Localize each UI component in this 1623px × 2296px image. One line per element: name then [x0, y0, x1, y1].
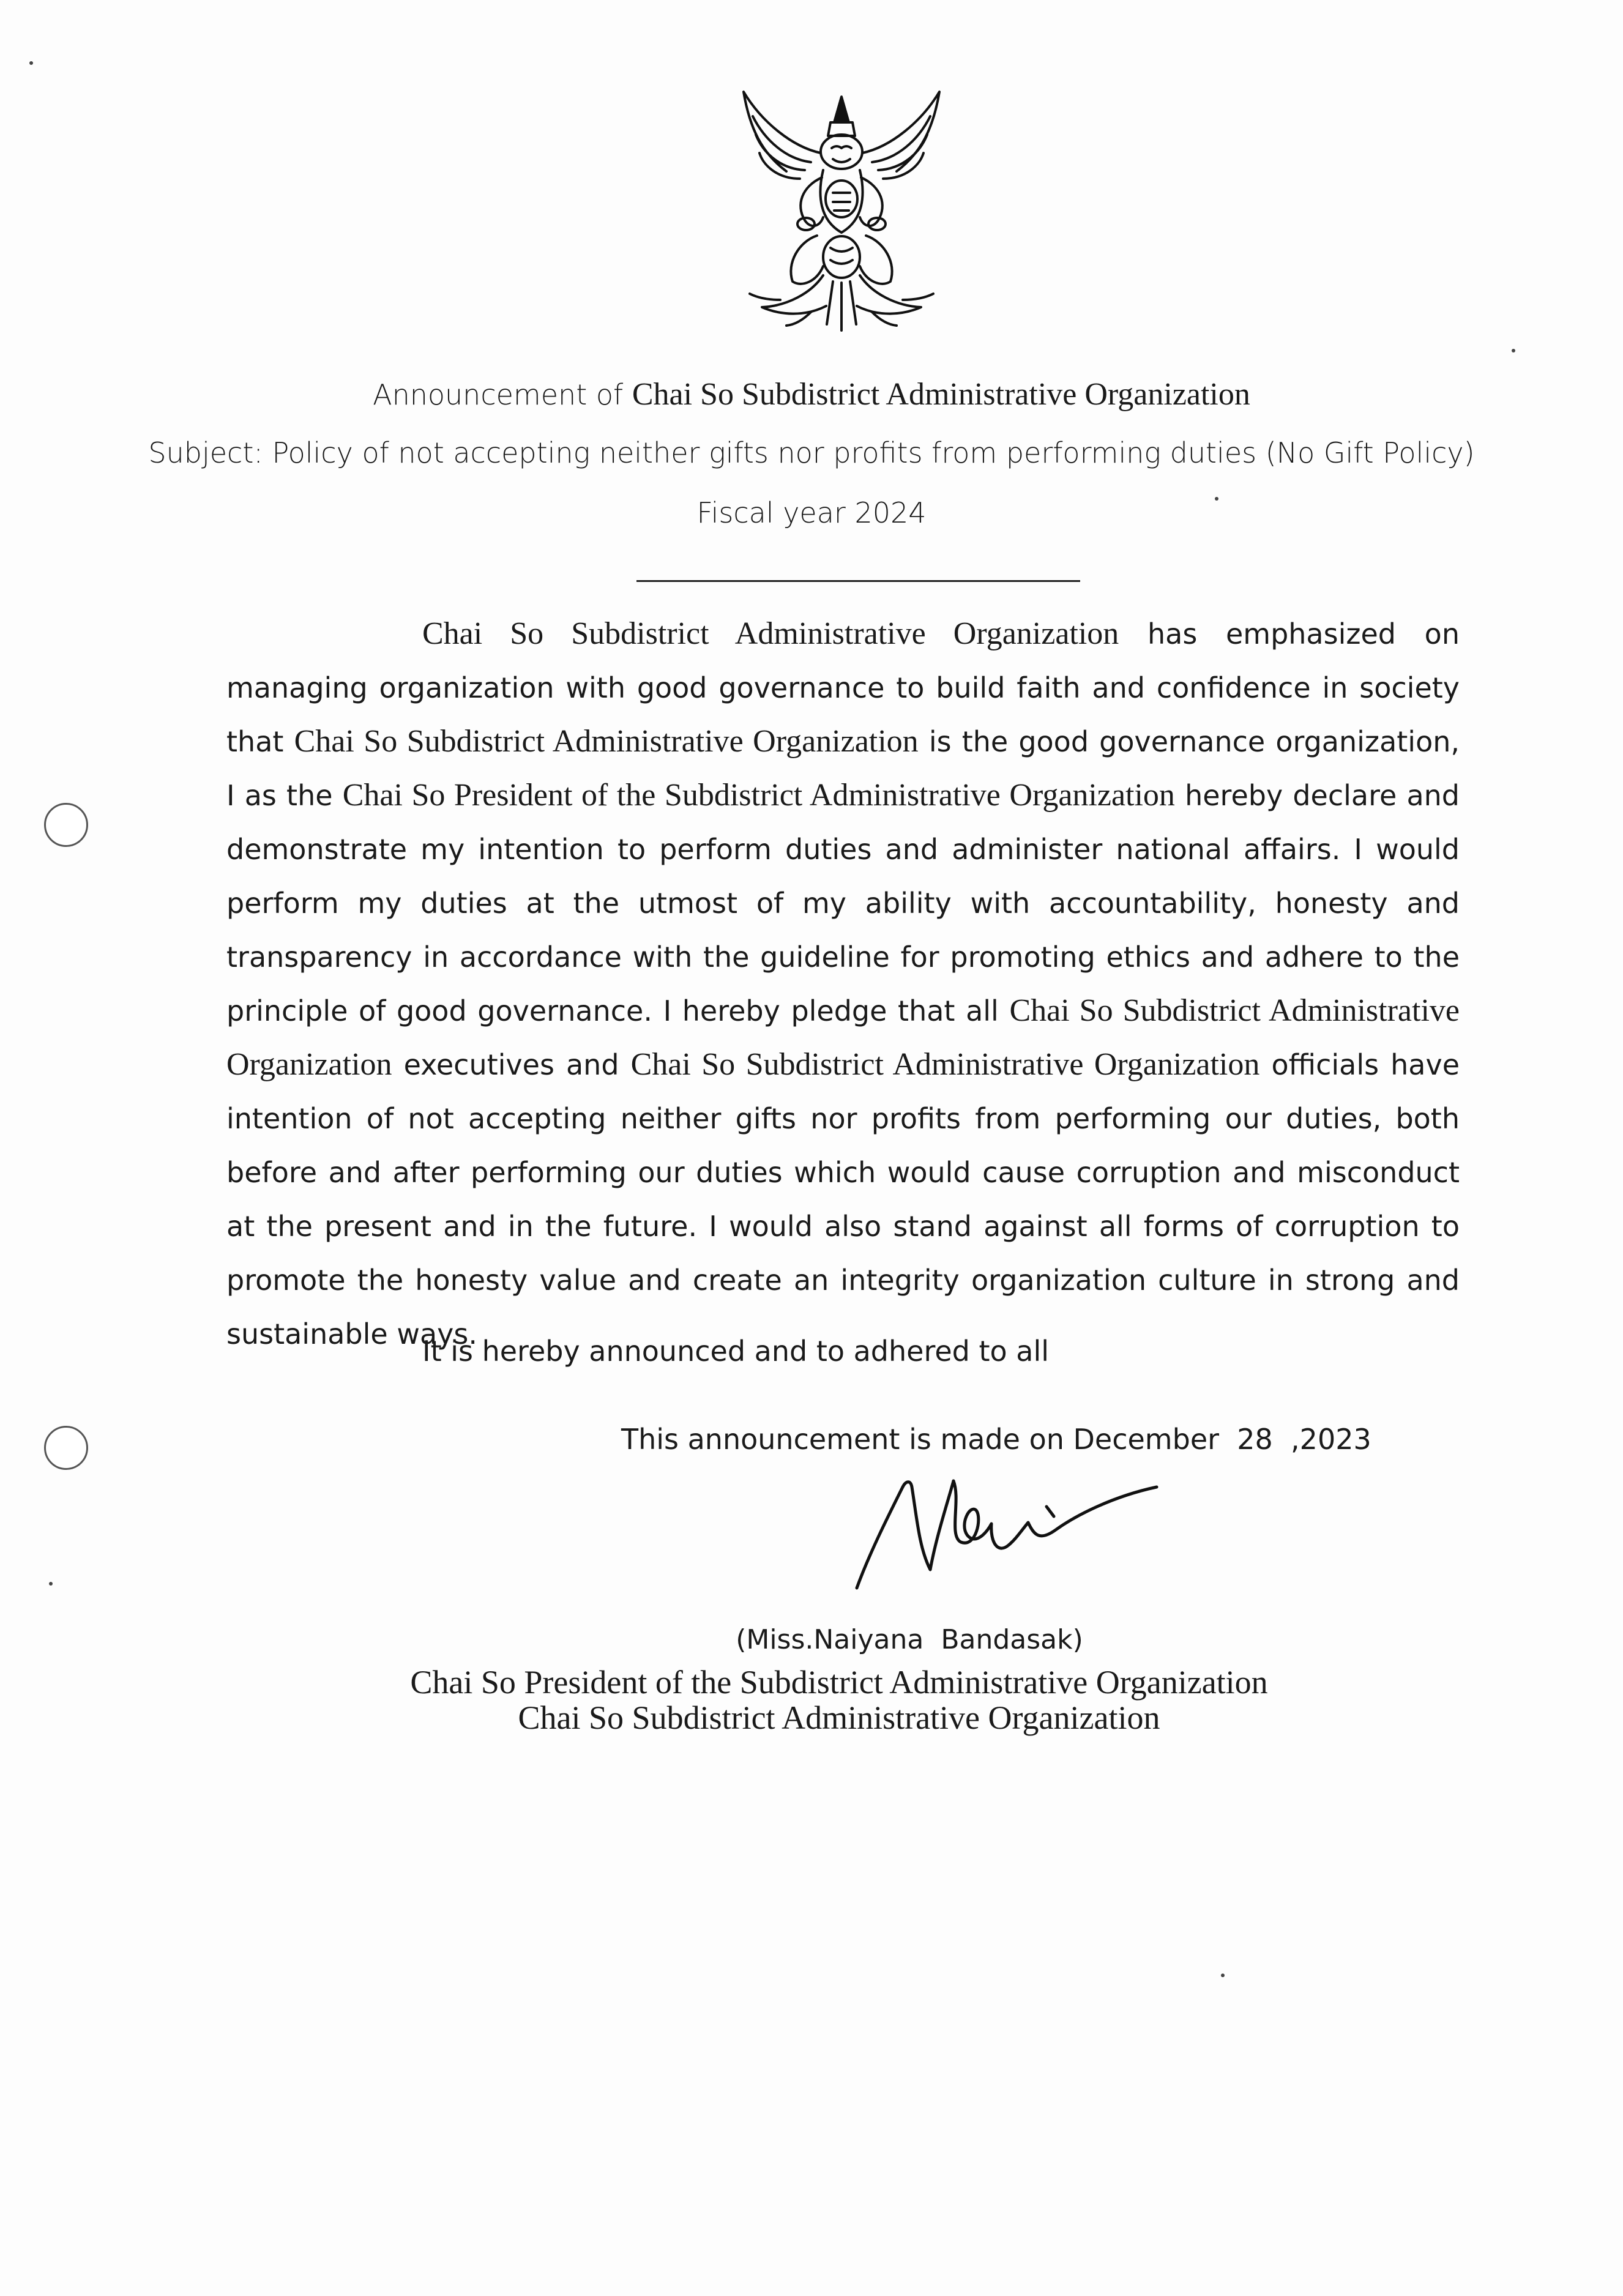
garuda-emblem-icon [719, 80, 964, 349]
body-text-segment: officials have intention of not accepting neither gifts nor profits from performing our duties, both before and after performing our duties which would cause corruption and misconduct at the present and in the future. I would also stand against all forms of corruption to promote the honesty value and create an integrity organization culture in strong and sustainable ways. [226, 1048, 1460, 1351]
scan-speck [1215, 497, 1218, 501]
body-text-segment: has emphasized on managing organization with good governance to build faith and confidence in society that [226, 617, 1460, 758]
signatory-title: Chai So President of the Subdistrict Administrative Organization [410, 1664, 1268, 1701]
heading-divider [636, 580, 1080, 582]
punch-hole [44, 1426, 88, 1470]
body-org-name: Chai So Subdistrict Administrative Organization [226, 993, 1460, 1082]
announcement-body [226, 607, 1460, 1361]
fiscal-year: Fiscal year 2024 [696, 496, 927, 529]
scan-speck [1512, 349, 1515, 352]
signatory-organization: Chai So Subdistrict Administrative Organization [518, 1699, 1160, 1736]
scan-speck [49, 1582, 53, 1586]
handwritten-signature-icon [845, 1463, 1175, 1609]
body-president-title: Chai So President of the Subdistrict Administrative Organization [342, 778, 1175, 813]
scan-speck [1221, 1974, 1225, 1977]
body-text-segment: hereby declare and demonstrate my intention to perform duties and administer national affairs. I would perform my duties at the utmost of my ability with accountability, honesty and transparency in accordance with the guideline for promoting ethics and adhere to the principle of good governance. I hereby pledge that all [226, 779, 1460, 1027]
scan-speck [29, 61, 33, 65]
announcement-title [0, 376, 1623, 413]
title-prefix: Announcement of [373, 378, 632, 411]
body-org-name: Chai So Subdistrict Administrative Organization [630, 1047, 1260, 1082]
punch-hole [44, 803, 88, 847]
announcement-date: This announcement is made on December 28 ,2023 [621, 1423, 1371, 1456]
body-org-name: Chai So Subdistrict Administrative Organization [422, 616, 1119, 651]
body-text-segment: is the good governance organization, I as the [226, 725, 1460, 812]
announcement-subject: Subject: Policy of not accepting neither gifts nor profits from performing duties (No Gift Policy) [148, 436, 1475, 469]
closing-statement: It is hereby announced and to adhered to all [422, 1335, 1050, 1368]
signatory-name: (Miss.Naiyana Bandasak) [736, 1624, 1083, 1655]
body-text-segment: executives and [392, 1048, 631, 1081]
title-org-name: Chai So Subdistrict Administrative Organization [632, 377, 1250, 412]
body-org-name: Chai So Subdistrict Administrative Organization [294, 724, 919, 759]
